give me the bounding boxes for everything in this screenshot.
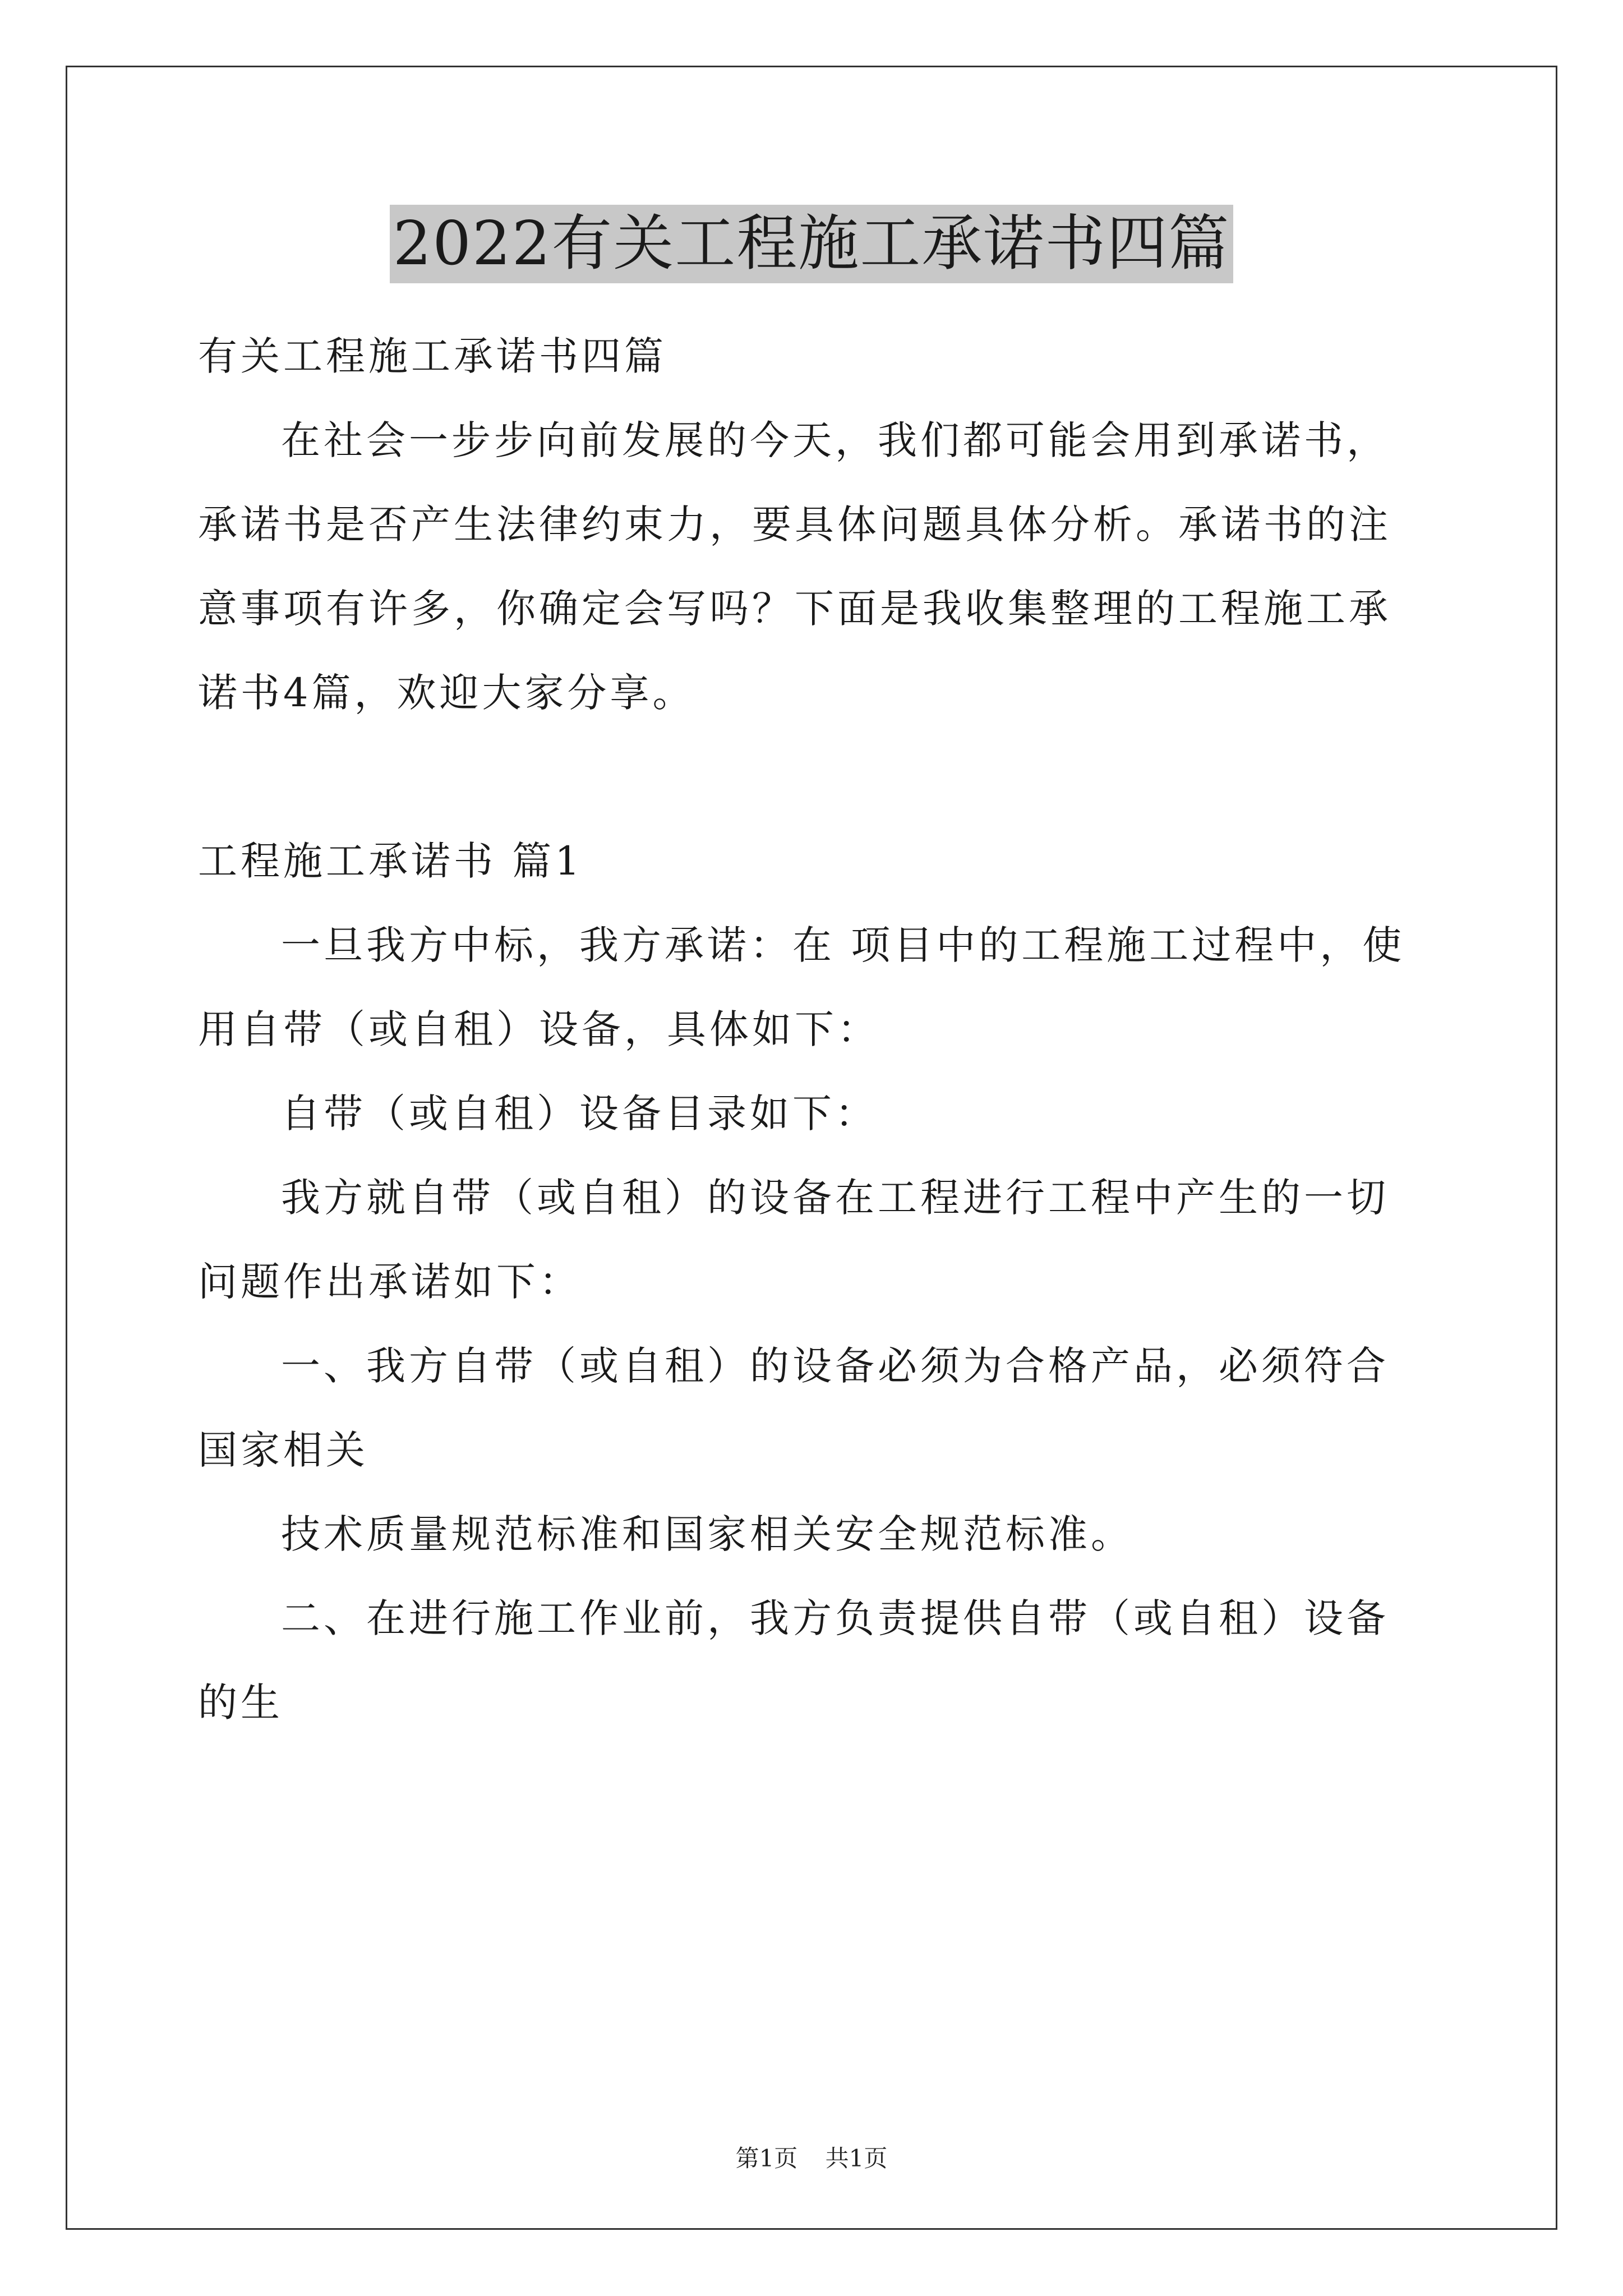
document-body: [198, 314, 1430, 1745]
body-paragraph: 二、在进行施工作业前，我方负责提供自带（或自租）设备的生: [198, 1595, 1389, 1726]
section-spacer: [198, 735, 1430, 819]
body-paragraph: 一、我方自带（或自租）的设备必须为合格产品，必须符合国家相关: [198, 1343, 1389, 1473]
page-total: 共1页: [825, 2145, 888, 2172]
body-paragraph: 自带（或自租）设备目录如下：: [281, 1091, 878, 1137]
document-title: 2022有关工程施工承诺书四篇: [390, 205, 1234, 283]
body-paragraph: 一旦我方中标，我方承诺：在 项目中的工程施工过程中，使用自带（或自租）设备，具体如下：: [198, 922, 1405, 1052]
intro-paragraph: 在社会一步步向前发展的今天，我们都可能会用到承诺书，承诺书是否产生法律约束力，要具体问题具体分析。承诺书的注意事项有许多，你确定会写吗？下面是我收集整理的工程施工承诺书4篇，欢迎大家分享。: [198, 417, 1391, 716]
document-subtitle: 有关工程施工承诺书四篇: [198, 333, 667, 379]
page-number: 第1页: [735, 2145, 798, 2172]
section-heading: 工程施工承诺书 篇1: [198, 838, 583, 884]
page-footer: [0, 2140, 1623, 2174]
title-container: [0, 205, 1623, 283]
body-paragraph-continued: 技术质量规范标准和国家相关安全规范标准。: [281, 1511, 1133, 1557]
body-paragraph: 我方就自带（或自租）的设备在工程进行工程中产生的一切问题作出承诺如下：: [198, 1175, 1389, 1305]
